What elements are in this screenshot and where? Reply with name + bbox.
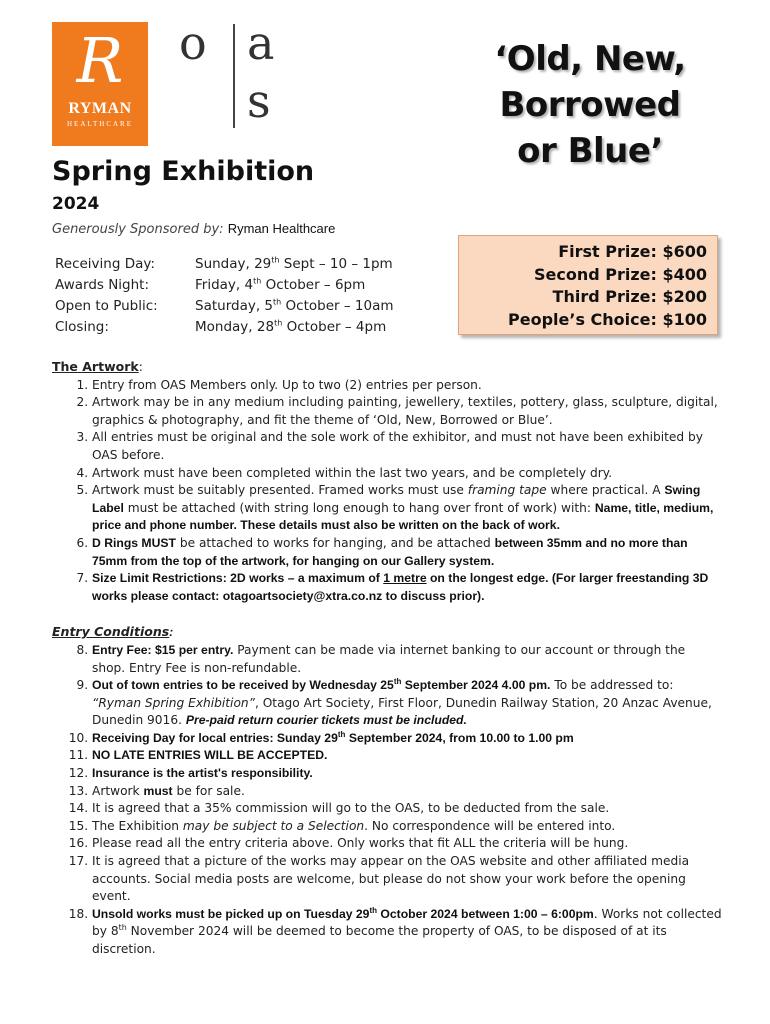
oas-logo-s: s: [247, 74, 271, 128]
key-dates: [55, 254, 394, 338]
date-row: [55, 296, 394, 317]
page-year: 2024: [52, 194, 100, 214]
date-row: [55, 275, 394, 296]
list-item: 11. NO LATE ENTRIES WILL BE ACCEPTED.: [92, 747, 722, 765]
list-item: 9. Out of town entries to be received by Wednesday 25th September 2024 4.00 pm. To be addressed to: “Ryman Spring Exhibition”, Otago Art Society, First Floor, Dunedin Railway Station, 20 Anzac Avenue, Dunedin 9016. Pre-paid return courier tickets must be included.: [92, 677, 722, 730]
oas-logo: [175, 16, 295, 132]
list-item: 10. Receiving Day for local entries: Sunday 29th September 2024, from 10.00 to 1.00 pm: [92, 730, 722, 748]
date-value: Sunday, 29th Sept – 10 – 1pm: [195, 255, 393, 272]
list-item: 2. Artwork may be in any medium including painting, jewellery, textiles, pottery, glass, sculpture, digital, graphics & photography, and fit the theme of ‘Old, New, Borrowed or Blue’.: [92, 394, 722, 429]
sponsor-label: Generously Sponsored by:: [52, 222, 224, 237]
headline-line: or Blue’: [517, 131, 663, 171]
prize-first: First Prize: $600: [558, 242, 707, 261]
list-item: 4. Artwork must have been completed within the last two years, and be completely dry.: [92, 465, 722, 483]
ryman-logo-letter: R: [76, 24, 124, 97]
conditions-heading: Entry Conditions:: [52, 624, 174, 640]
date-row: [55, 317, 394, 338]
artwork-list: [52, 377, 722, 606]
date-label: Open to Public:: [55, 298, 158, 314]
list-item: 15. The Exhibition may be subject to a Selection. No correspondence will be entered into.: [92, 818, 722, 836]
oas-logo-divider: [233, 24, 235, 128]
list-item: 17. It is agreed that a picture of the works may appear on the OAS website and other affiliated media accounts. Social media posts are welcome, but please do not show your work before the opening event.: [92, 853, 722, 906]
date-value: Friday, 4th October – 6pm: [195, 276, 366, 293]
list-item: 7. Size Limit Restrictions: 2D works – a maximum of 1 metre on the longest edge. (For larger freestanding 3D works please contact: otagoartsociety@xtra.co.nz to discuss prior).: [92, 570, 722, 605]
date-label: Closing:: [55, 319, 109, 335]
list-item: 12. Insurance is the artist's responsibility.: [92, 765, 722, 783]
date-label: Receiving Day:: [55, 256, 155, 272]
list-item: 6. D Rings MUST be attached to works for hanging, and be attached between 35mm and no more than 75mm from the top of the artwork, for hanging on our Gallery system.: [92, 535, 722, 570]
list-item: 5. Artwork must be suitably presented. Framed works must use framing tape where practical. A Swing Label must be attached (with string long enough to hang over front of work) with: Name, title, medium, price and phone number. These details must also be written on the back of work.: [92, 482, 722, 535]
list-item: 8. Entry Fee: $15 per entry. Payment can be made via internet banking to our account or through the shop. Entry Fee is non-refundable.: [92, 642, 722, 677]
prize-box: [458, 235, 718, 335]
list-item: 13. Artwork must be for sale.: [92, 783, 722, 801]
sponsor-line: [52, 221, 335, 237]
date-row: [55, 254, 394, 275]
list-item: 14. It is agreed that a 35% commission will go to the OAS, to be deducted from the sale.: [92, 800, 722, 818]
oas-logo-a: a: [247, 16, 275, 70]
date-label: Awards Night:: [55, 277, 150, 293]
date-value: Saturday, 5th October – 10am: [195, 297, 394, 314]
list-item: 18. Unsold works must be picked up on Tuesday 29th October 2024 between 1:00 – 6:00pm. Works not collected by 8th November 2024 will be deemed to become the property of OAS, to be disposed of at its discretion.: [92, 906, 722, 959]
date-value: Monday, 28th October – 4pm: [195, 318, 387, 335]
conditions-list: [52, 642, 722, 959]
exhibition-theme-headline: [455, 36, 725, 174]
prize-peoples-choice: People’s Choice: $100: [508, 309, 707, 329]
list-item: 16. Please read all the entry criteria above. Only works that fit ALL the criteria will be hung.: [92, 835, 722, 853]
prize-third: Third Prize: $200: [552, 287, 707, 306]
list-item: 1. Entry from OAS Members only. Up to two (2) entries per person.: [92, 377, 722, 395]
rules-content: [52, 358, 722, 959]
sponsor-name: Ryman Healthcare: [227, 221, 336, 236]
headline-line: Borrowed: [499, 85, 681, 125]
page-title: Spring Exhibition: [52, 156, 315, 187]
prize-second: Second Prize: $400: [533, 264, 707, 284]
artwork-heading: The Artwork:: [52, 359, 143, 374]
ryman-logo: [52, 22, 148, 146]
headline-line: ‘Old, New,: [494, 39, 686, 79]
ryman-logo-name: RYMAN: [68, 100, 132, 117]
ryman-logo-sub: HEALTHCARE: [66, 120, 134, 128]
list-item: 3. All entries must be original and the sole work of the exhibitor, and must not have been exhibited by OAS before.: [92, 429, 722, 464]
oas-logo-o: o: [179, 16, 207, 70]
